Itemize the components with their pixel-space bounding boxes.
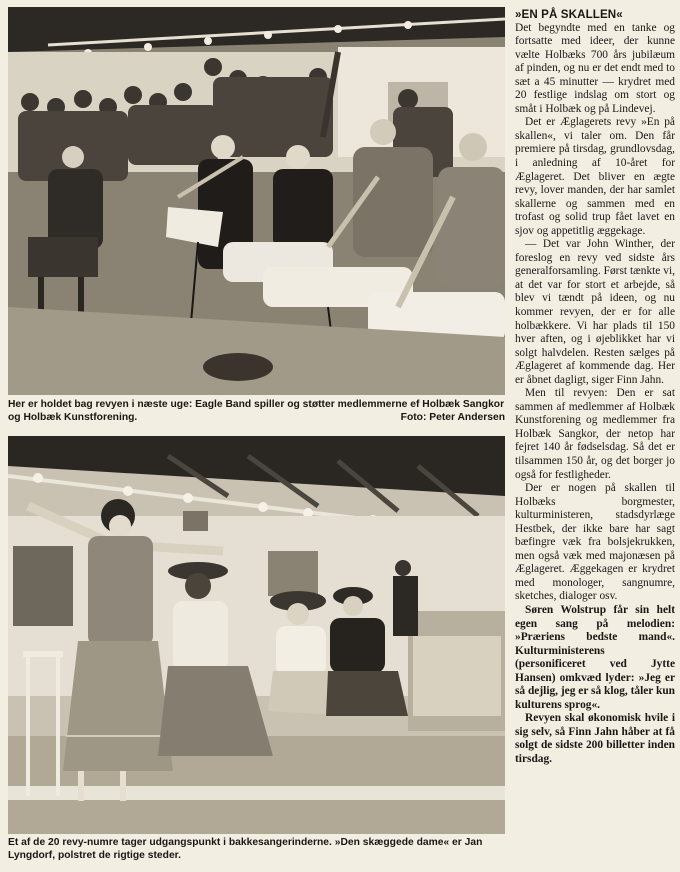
caption-text: Et af de 20 revy-numre tager udgangspunkt i bakkesangerinderne. »Den skæggede dame« er Jan Lyngdorf, polstret de rigtige steder. — [8, 837, 483, 861]
headline: »EN PÅ SKALLEN« — [515, 8, 623, 21]
article-paragraph: — Det var John Winther, der foreslog en revy ved sidste års generalforsamling. Først tænkte vi, at det var for stort et arbejde, så blev vi tændt på ideen, og nu kommer revyen, der er for alle holbækkere. Vi har plads til 150 hver aften, og i øjeblikket har vi solgt halvdelen. Resten sælges på Æglageret af kommende dag. Her er åbnet dagligt, siger Finn Jahn. — [515, 238, 675, 386]
photo-caption-2 — [8, 836, 505, 862]
caption-text: Her er holdet bag revyen i næste uge: Eagle Band spiller og støtter medlemmerne ef Holbæk Sangkor og Holbæk Kunstforening. — [8, 399, 505, 423]
photo-band-rehearsal — [8, 7, 505, 395]
article-paragraph-bold: Søren Wolstrup får sin helt egen sang på melodien: »Præriens bedste mand«. Kulturministerens (personificeret ved Jytte Hansen) omkvæd lyder: »Jeg er så dejlig, jeg er så klog, tåler kun kulturens sprog«. — [515, 604, 675, 711]
article-paragraph: Der er nogen på skallen til Holbæks borgmester, kulturministeren, stadsdyrlæge Hestbek, der ikke bare har sagt bæfingre væk fra bolsjekrukken, men også væk med majonæsen på Æglageret. Æggekagen er krydret med monologer, sangnumre, sketches, dialoger osv. — [515, 482, 675, 603]
article-paragraph-bold: Revyen skal økonomisk hvile i sig selv, så Finn Jahn håber at få solgt de sidste 200 billetter inden tirsdag. — [515, 712, 675, 766]
article-paragraph: Det er Æglagerets revy »En på skallen«, vi taler om. Den får premiere på tirsdag, grundlovsdag, i anledning af 10-året for Æglageret. Det bliver en ægte revy, lover manden, der har samlet skallerne og sammen med en trofast og solid trup fået lavet en sjov og appetitlig æggekage. — [515, 116, 675, 237]
photo-credit: Foto: Peter Andersen — [400, 412, 505, 423]
photo-revue-performers — [8, 436, 505, 834]
article-paragraph: Men til revyen: Den er sat sammen af medlemmer af Holbæk Kunstforening og medlemmer fra Holbæk Sangkor, der netop har fejret 140 år fødselsdag. Så det er tilsammen 150 år, og det borger jo også for festligheder. — [515, 387, 675, 481]
article-column — [515, 8, 675, 767]
article-paragraph: Det begyndte med en tanke og fortsatte med ideer, der kunne vælte Holbæks 700 års jubilæum af pinden, og nu er det endt med to sæt a 45 minutter — krydret med 20 festlige indslag om stort og småt i Holbæk og på Lindevej. — [515, 21, 675, 115]
